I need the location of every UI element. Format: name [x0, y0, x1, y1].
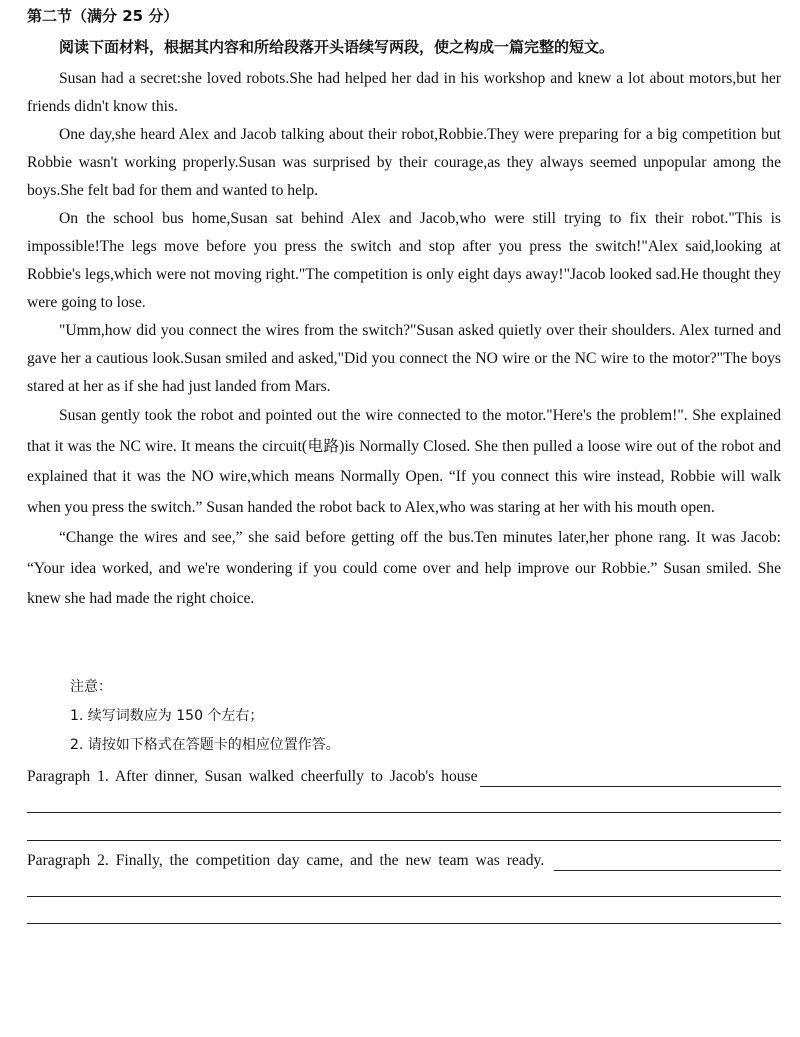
- passage-paragraph-4: "Umm,how did you connect the wires from the switch?"Susan asked quietly over their shoulders. Alex turned and gave her a cautious look.Susan smiled and asked,"Did you connect the NO wire or the NC wire to the motor?"The boys stared at her as if she had just landed from Mars.: [27, 322, 781, 395]
- answer-line[interactable]: [27, 923, 781, 924]
- passage-paragraph-2: One day,she heard Alex and Jacob talking about their robot,Robbie.They were preparing for a big competition but Robbie wasn't working properly.Susan was surprised by their courage,as they always seemed unpopular among the boys.She felt bad for them and wanted to help.: [27, 126, 781, 199]
- section-title: 第二节（满分 25 分）: [27, 7, 179, 25]
- passage-paragraph-3: On the school bus home,Susan sat behind Alex and Jacob,who were still trying to fix their robot."This is impossible!The legs move before you press the switch and stop after you press the switch!"Alex said,looking at Robbie's legs,which were not moving right."The competition is only eight days away!"Jacob looked sad.He thought they were going to lose.: [27, 210, 781, 311]
- paragraph-1-answer-blank[interactable]: [480, 785, 781, 787]
- paragraph-1-prompt: Paragraph 1. After dinner, Susan walked cheerfully to Jacob's house: [27, 768, 478, 785]
- answer-line[interactable]: [27, 896, 781, 897]
- answer-line[interactable]: [27, 812, 781, 813]
- answer-line[interactable]: [27, 840, 781, 841]
- passage-paragraph-6: “Change the wires and see,” she said before getting off the bus.Ten minutes later,her phone rang. It was Jacob: “Your idea worked, and we're wondering if you could come over and help improve our Robbie.” Susan smiled. She knew she had made the right choice.: [27, 529, 781, 607]
- note-item-2: 2. 请按如下格式在答题卡的相应位置作答。: [70, 737, 340, 753]
- notes-heading: 注意：: [70, 679, 112, 695]
- passage-paragraph-1: Susan had a secret:she loved robots.She had helped her dad in his workshop and knew a lot about motors,but her friends didn't know this.: [27, 70, 781, 115]
- paragraph-2-prompt-line: [27, 849, 781, 871]
- paragraph-2-answer-blank[interactable]: [554, 869, 781, 871]
- notes-section: [70, 673, 340, 760]
- paragraph-1-prompt-line: [27, 765, 781, 787]
- paragraph-2-prompt: Paragraph 2. Finally, the competition day came, and the new team was ready.: [27, 852, 545, 869]
- passage-paragraph-5: Susan gently took the robot and pointed out the wire connected to the motor."Here's the problem!". She explained that it was the NC wire. It means the circuit(电路)is Normally Closed. She then pulled a loose wire out of the robot and explained that it was the NO wire,which means Normally Open. “If you connect this wire instead, Robbie will walk when you press the switch.” Susan handed the robot back to Alex,who was staring at her with his mouth open.: [27, 407, 781, 516]
- reading-passage: [27, 65, 781, 615]
- task-instruction: 阅读下面材料，根据其内容和所给段落开头语续写两段，使之构成一篇完整的短文。: [59, 38, 615, 56]
- note-item-1: 1. 续写词数应为 150 个左右；: [70, 708, 264, 724]
